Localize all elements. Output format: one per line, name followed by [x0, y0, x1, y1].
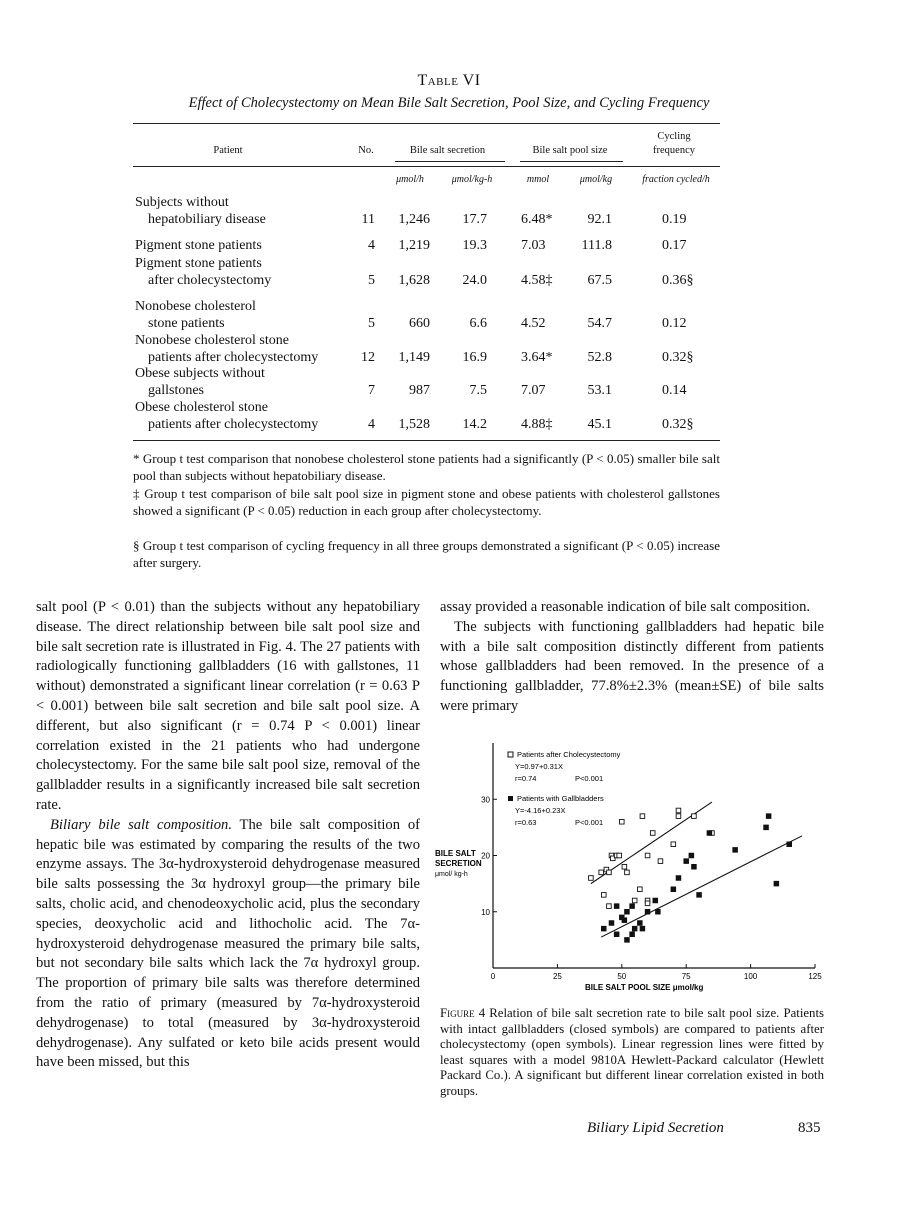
- row-label: after cholecystectomy: [148, 273, 272, 288]
- filled-square-point: [764, 825, 769, 830]
- row-label: Pigment stone patients: [135, 238, 262, 253]
- filled-square-point: [656, 909, 661, 914]
- cell-sec-kgh: 24.0: [462, 273, 487, 288]
- footnote-section: § Group t test comparison of cycling frequency in all three groups demonstrated a significant (P < 0.05) increase after surgery.: [133, 538, 720, 570]
- filled-square-point: [609, 921, 614, 926]
- filled-square-point: [676, 876, 681, 881]
- filled-square-point: [787, 842, 792, 847]
- filled-square-point: [625, 909, 630, 914]
- row-label: patients after cholecystectomy: [148, 350, 319, 365]
- cell-pool-kg: 111.8: [581, 238, 612, 253]
- x-tick-label: 75: [681, 972, 691, 981]
- legend-open-eq: Y=0.97+0.31X: [515, 762, 563, 771]
- filled-square-point: [614, 932, 619, 937]
- cell-pool-mmol: 6.48*: [521, 212, 553, 227]
- footnote-dagger: ‡ Group t test comparison of bile salt pool size in pigment stone and obese patients with cholesterol gallstones showed a significant (P < 0.05) reduction in each group after cholecystectomy.: [133, 486, 720, 518]
- figure-caption: [440, 1006, 824, 1099]
- filled-square-point: [645, 909, 650, 914]
- open-square-point: [676, 814, 681, 819]
- open-square-point: [650, 831, 655, 836]
- open-square-point: [620, 819, 625, 824]
- filled-square-point: [653, 898, 658, 903]
- filled-square-point: [640, 926, 645, 931]
- filled-square-point: [630, 932, 635, 937]
- left-column: [36, 598, 420, 1073]
- filled-square-point: [638, 921, 643, 926]
- cell-no: 7: [368, 383, 375, 398]
- open-square-point: [617, 853, 622, 858]
- cell-sec-h: 1,246: [398, 212, 430, 227]
- filled-square-point: [697, 893, 702, 898]
- filled-square-point: [625, 938, 630, 943]
- section-heading: Biliary bile salt composition.: [50, 816, 232, 833]
- row-label: patients after cholecystectomy: [148, 417, 319, 432]
- cell-sec-kgh: 14.2: [462, 417, 487, 432]
- open-square-point: [645, 901, 650, 906]
- cell-sec-h: 660: [409, 316, 430, 331]
- open-square-point: [692, 814, 697, 819]
- cell-no: 4: [368, 417, 375, 432]
- filled-square-point: [774, 881, 779, 886]
- unit: μmol/h: [396, 174, 424, 185]
- cell-sec-h: 1,628: [398, 273, 430, 288]
- cell-cycling: 0.32§: [662, 417, 694, 432]
- footnote-star: * Group t test comparison that nonobese cholesterol stone patients had a significantly (P < 0.05) smaller bile salt pool than subjects without hepatobiliary disease.: [133, 451, 720, 483]
- cell-sec-kgh: 6.6: [469, 316, 487, 331]
- open-square-point: [622, 864, 627, 869]
- cell-pool-kg: 45.1: [587, 417, 612, 432]
- row-label: stone patients: [148, 316, 225, 331]
- cell-cycling: 0.17: [662, 238, 687, 253]
- figure-4-chart: [425, 740, 835, 1000]
- paragraph: [36, 816, 420, 1073]
- pool-rule: [520, 161, 623, 162]
- unit: mmol: [526, 174, 550, 185]
- table-subtitle: Effect of Cholecystectomy on Mean Bile Salt Secretion, Pool Size, and Cycling Frequency: [188, 95, 710, 111]
- paragraph-text: The bile salt composition of hepatic bile was estimated by comparing the results of the two enzyme assays. The 3α-hydroxysteroid dehydrogenase measured bile salts possessing the 3α hydroxyl group—the primary bile salts, cholic acid, and chenodeoxycholic acid, plus the secondary species, deoxycholic acid and lithocholic acid. The 7α-hydroxysteroid dehydrogenase measured the primary bile salts, but not secondary bile salts which lack the 7α hydroxyl group. The proportion of primary bile salts was therefore determined from the ratio of primary (measured by 7α-hydroxysteroid dehydrogenase) to total (measured by 3α-hydroxysteroid dehydrogenase). Any sulfated or keto bile acids present would have been missed, but this: [36, 816, 420, 1071]
- row-label: Obese subjects without: [135, 366, 265, 381]
- cell-sec-kgh: 7.5: [469, 383, 487, 398]
- filled-square-point: [614, 904, 619, 909]
- cell-no: 5: [368, 316, 375, 331]
- y-tick-label: 30: [481, 795, 490, 805]
- legend-filled-square-icon: [508, 796, 513, 801]
- open-square-point: [599, 870, 604, 875]
- open-square-point: [625, 870, 630, 875]
- filled-square-point: [632, 926, 637, 931]
- row-label: Subjects without: [135, 195, 229, 210]
- paragraph: assay provided a reasonable indication of bile salt composition.: [440, 599, 811, 615]
- filled-square-point: [601, 926, 606, 931]
- cell-pool-mmol: 4.58‡: [521, 273, 553, 288]
- paragraph: salt pool (P < 0.01) than the subjects without any hepatobiliary disease. The direct relationship between bile salt pool size and bile salt secretion rate is illustrated in Fig. 4. The 27 patients with radiologically functioning gallbladders (16 with gallstones, 11 without) demonstrated a significant linear correlation (r = 0.63 P < 0.001) between bile salt secretion and bile salt pool size. A different, but also significant (r = 0.74 P < 0.001) linear correlation existed in the 21 patients who had undergone cholecystectomy. For the same bile salt pool size, removal of the gallbladder results in a significantly increased bile salt secretion rate.: [36, 599, 420, 813]
- open-square-point: [601, 893, 606, 898]
- y-axis-label: BILE SALT: [435, 849, 476, 858]
- unit: μmol/kg: [579, 174, 613, 185]
- legend-open-label: Patients after Cholecystectomy: [517, 750, 621, 759]
- page-number: 835: [798, 1120, 821, 1136]
- y-tick-label: 20: [481, 851, 490, 861]
- filled-square-point: [684, 859, 689, 864]
- x-tick-label: 100: [743, 972, 758, 981]
- cell-pool-kg: 54.7: [587, 316, 612, 331]
- open-square-point: [671, 842, 676, 847]
- cell-no: 11: [361, 212, 375, 227]
- y-axis-unit: μmol/ kg-h: [435, 871, 468, 878]
- header-secretion: Bile salt secretion: [409, 145, 486, 156]
- cell-pool-kg: 53.1: [587, 383, 612, 398]
- open-square-point: [638, 887, 643, 892]
- header-patient: Patient: [213, 145, 243, 156]
- paragraph: The subjects with functioning gallbladders had hepatic bile with a bile salt composition distinctly different from patients whose gallbladders had been removed. In the presence of a functioning gallbladder, 77.8%±2.3% (mean±SE) of bile salts were primary: [440, 618, 824, 714]
- cell-sec-kgh: 19.3: [462, 238, 487, 253]
- y-tick-label: 10: [481, 907, 490, 917]
- cell-pool-mmol: 3.64*: [521, 350, 553, 365]
- cell-pool-mmol: 7.03: [521, 238, 546, 253]
- row-label: Nonobese cholesterol stone: [135, 333, 289, 348]
- header-cycling-1: Cycling: [657, 131, 691, 142]
- cell-sec-kgh: 16.9: [462, 350, 487, 365]
- open-square-point: [607, 870, 612, 875]
- filled-square-point: [766, 814, 771, 819]
- legend-open-p: P<0.001: [575, 774, 604, 783]
- open-square-point: [658, 859, 663, 864]
- x-axis-label: BILE SALT POOL SIZE μmol/kg: [585, 983, 704, 992]
- filled-square-point: [671, 887, 676, 892]
- cell-no: 5: [368, 273, 375, 288]
- x-tick-label: 0: [490, 972, 496, 981]
- legend-closed-eq: Y=-4.16+0.23X: [515, 806, 566, 815]
- header-pool: Bile salt pool size: [532, 145, 608, 156]
- table-bottom-rule: [133, 440, 720, 441]
- cell-cycling: 0.19: [662, 212, 687, 227]
- cell-no: 4: [368, 238, 375, 253]
- header-cycling-2: frequency: [653, 145, 695, 156]
- y-axis-label: SECRETION: [435, 859, 482, 868]
- open-square-point: [640, 814, 645, 819]
- cell-pool-mmol: 7.07: [521, 383, 546, 398]
- cell-pool-kg: 67.5: [587, 273, 612, 288]
- legend-open-r: r=0.74: [515, 774, 537, 783]
- open-square-point: [676, 808, 681, 813]
- filled-square-point: [689, 853, 694, 858]
- cell-sec-h: 987: [409, 383, 430, 398]
- legend-open-square-icon: [508, 752, 513, 757]
- row-label: Pigment stone patients: [135, 256, 262, 271]
- cell-sec-h: 1,149: [398, 350, 430, 365]
- cell-cycling: 0.36§: [662, 273, 694, 288]
- unit: fraction cycled/h: [642, 174, 710, 185]
- legend-closed-label: Patients with Gallbladders: [517, 794, 604, 803]
- running-title: Biliary Lipid Secretion: [587, 1120, 724, 1136]
- legend-closed-r: r=0.63: [515, 818, 537, 827]
- cell-cycling: 0.32§: [662, 350, 694, 365]
- filled-square-point: [692, 864, 697, 869]
- table-top-rule: [133, 123, 720, 124]
- right-column: [440, 598, 824, 717]
- open-square-point: [589, 876, 594, 881]
- unit: μmol/kg-h: [451, 174, 493, 185]
- row-label: gallstones: [148, 383, 204, 398]
- filled-square-point: [733, 848, 738, 853]
- filled-square-point: [630, 904, 635, 909]
- secretion-rule: [395, 161, 505, 162]
- open-square-point: [632, 898, 637, 903]
- x-tick-label: 125: [808, 972, 822, 981]
- header-bottom-rule: [133, 166, 720, 167]
- header-no: No.: [358, 145, 374, 156]
- caption-label: Figure 4: [440, 1006, 486, 1020]
- x-tick-label: 50: [617, 972, 627, 981]
- table-title: Table VI: [417, 72, 481, 89]
- caption-text: Relation of bile salt secretion rate to bile salt pool size. Patients with intact gallbladders (closed symbols) are compared to patients after cholecystectomy (open symbols). Linear regression lines were fitted by least squares with a model 9810A Hewlett-Packard calculator (Hewlett Packard Co.). A significant but different linear correlation existed in both groups.: [440, 1006, 824, 1098]
- cell-cycling: 0.14: [662, 383, 687, 398]
- x-tick-label: 25: [552, 972, 562, 981]
- cell-sec-h: 1,219: [398, 238, 430, 253]
- cell-cycling: 0.12: [662, 316, 687, 331]
- row-label: hepatobiliary disease: [148, 212, 266, 227]
- regression-line: [601, 836, 802, 937]
- row-label: Nonobese cholesterol: [135, 299, 256, 314]
- legend-closed-p: P<0.001: [575, 818, 604, 827]
- cell-sec-h: 1,528: [398, 417, 430, 432]
- cell-pool-kg: 92.1: [587, 212, 612, 227]
- cell-pool-mmol: 4.52: [521, 316, 546, 331]
- filled-square-point: [707, 831, 712, 836]
- cell-pool-mmol: 4.88‡: [521, 417, 553, 432]
- cell-pool-kg: 52.8: [587, 350, 612, 365]
- data-points: [589, 808, 792, 942]
- open-square-point: [607, 904, 612, 909]
- cell-no: 12: [361, 350, 375, 365]
- row-label: Obese cholesterol stone: [135, 400, 268, 415]
- filled-square-point: [622, 918, 627, 923]
- open-square-point: [645, 853, 650, 858]
- cell-sec-kgh: 17.7: [462, 212, 487, 227]
